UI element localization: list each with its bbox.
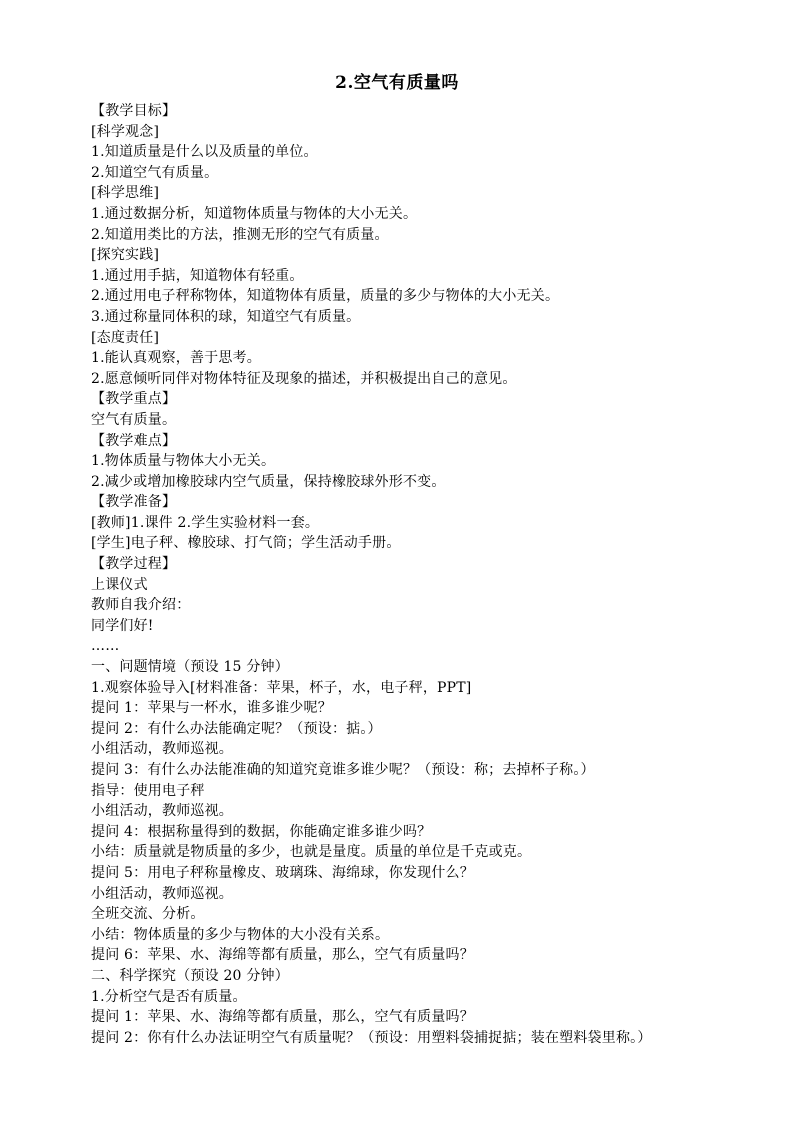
text-line: 【教学难点】 xyxy=(91,432,177,449)
text-line: 提问 2：你有什么办法证明空气有质量呢？（预设：用塑料袋捕捉掂；装在塑料袋里称。） xyxy=(91,1029,652,1046)
text-line: [学生]电子秤、橡胶球、打气筒；学生活动手册。 xyxy=(91,535,401,552)
text-line: 【教学过程】 xyxy=(91,556,177,573)
text-line: 3.通过称量同体积的球，知道空气有质量。 xyxy=(91,308,361,325)
text-line: 上课仪式 xyxy=(91,576,148,593)
text-line: …… xyxy=(91,638,120,655)
text-line: 提问 2：有什么办法能确定呢？（预设：掂。） xyxy=(91,720,382,737)
text-line: 1.物体质量与物体大小无关。 xyxy=(91,453,276,470)
text-line: 提问 6：苹果、水、海绵等都有质量，那么，空气有质量吗？ xyxy=(91,947,474,964)
text-line: 提问 5：用电子秤称量橡皮、玻璃珠、海绵球，你发现什么？ xyxy=(91,864,474,881)
text-line: 【教学目标】 xyxy=(91,103,177,119)
text-line: 教师自我介绍： xyxy=(91,597,191,614)
text-line: 小结：物体质量的多少与物体的大小没有关系。 xyxy=(91,926,390,943)
text-line: 小结：质量就是物质量的多少，也就是量度。质量的单位是千克或克。 xyxy=(91,844,532,861)
text-line: [科学思维] xyxy=(91,185,160,202)
text-line: 【教学重点】 xyxy=(91,391,177,408)
text-line: [科学观念] xyxy=(91,123,160,140)
document-body xyxy=(91,101,731,1048)
text-line: 2.通过用电子秤称物体，知道物体有质量，质量的多少与物体的大小无关。 xyxy=(91,288,560,305)
text-line: 空气有质量。 xyxy=(91,411,177,428)
text-line: 2.愿意倾听同伴对物体特征及现象的描述，并积极提出自己的意见。 xyxy=(91,370,517,387)
text-line: 提问 1：苹果与一杯水，谁多谁少呢？ xyxy=(91,700,332,717)
text-line: 提问 3：有什么办法能准确的知道究竟谁多谁少呢？（预设：称；去掉杯子称。） xyxy=(91,762,595,778)
text-line: 2.知道空气有质量。 xyxy=(91,164,219,181)
text-line: 【教学准备】 xyxy=(91,494,177,511)
text-line: 1.知道质量是什么以及质量的单位。 xyxy=(91,144,318,161)
text-line: 1.分析空气是否有质量。 xyxy=(91,988,247,1005)
text-line: 2.知道用类比的方法，推测无形的空气有质量。 xyxy=(91,226,389,243)
text-line: 全班交流、分析。 xyxy=(91,906,205,923)
text-line: 小组活动，教师巡视。 xyxy=(91,803,233,820)
text-line: 提问 1：苹果、水、海绵等都有质量，那么，空气有质量吗？ xyxy=(91,1009,474,1026)
text-line: [探究实践] xyxy=(91,247,160,264)
text-line: 指导：使用电子秤 xyxy=(91,782,205,799)
text-line: 1.观察体验导入[材料准备：苹果，杯子，水，电子秤，PPT] xyxy=(91,679,472,696)
text-line: 1.通过数据分析，知道物体质量与物体的大小无关。 xyxy=(91,205,418,222)
text-line: [态度责任] xyxy=(91,329,160,346)
document-title: 2.空气有质量吗 xyxy=(335,73,459,93)
text-line: 2.减少或增加橡胶球内空气质量，保持橡胶球外形不变。 xyxy=(91,473,446,490)
text-line: 1.能认真观察，善于思考。 xyxy=(91,350,261,367)
text-line: 二、科学探究（预设 20 分钟） xyxy=(91,967,289,984)
text-line: [教师]1.课件 2.学生实验材料一套。 xyxy=(91,514,320,531)
text-line: 小组活动，教师巡视。 xyxy=(91,741,233,758)
text-line: 小组活动，教师巡视。 xyxy=(91,885,233,902)
text-line: 一、问题情境（预设 15 分钟） xyxy=(91,659,289,676)
text-line: 提问 4：根据称量得到的数据，你能确定谁多谁少吗？ xyxy=(91,823,432,840)
text-line: 同学们好! xyxy=(91,617,154,634)
text-line: 1.通过用手掂，知道物体有轻重。 xyxy=(91,267,304,284)
